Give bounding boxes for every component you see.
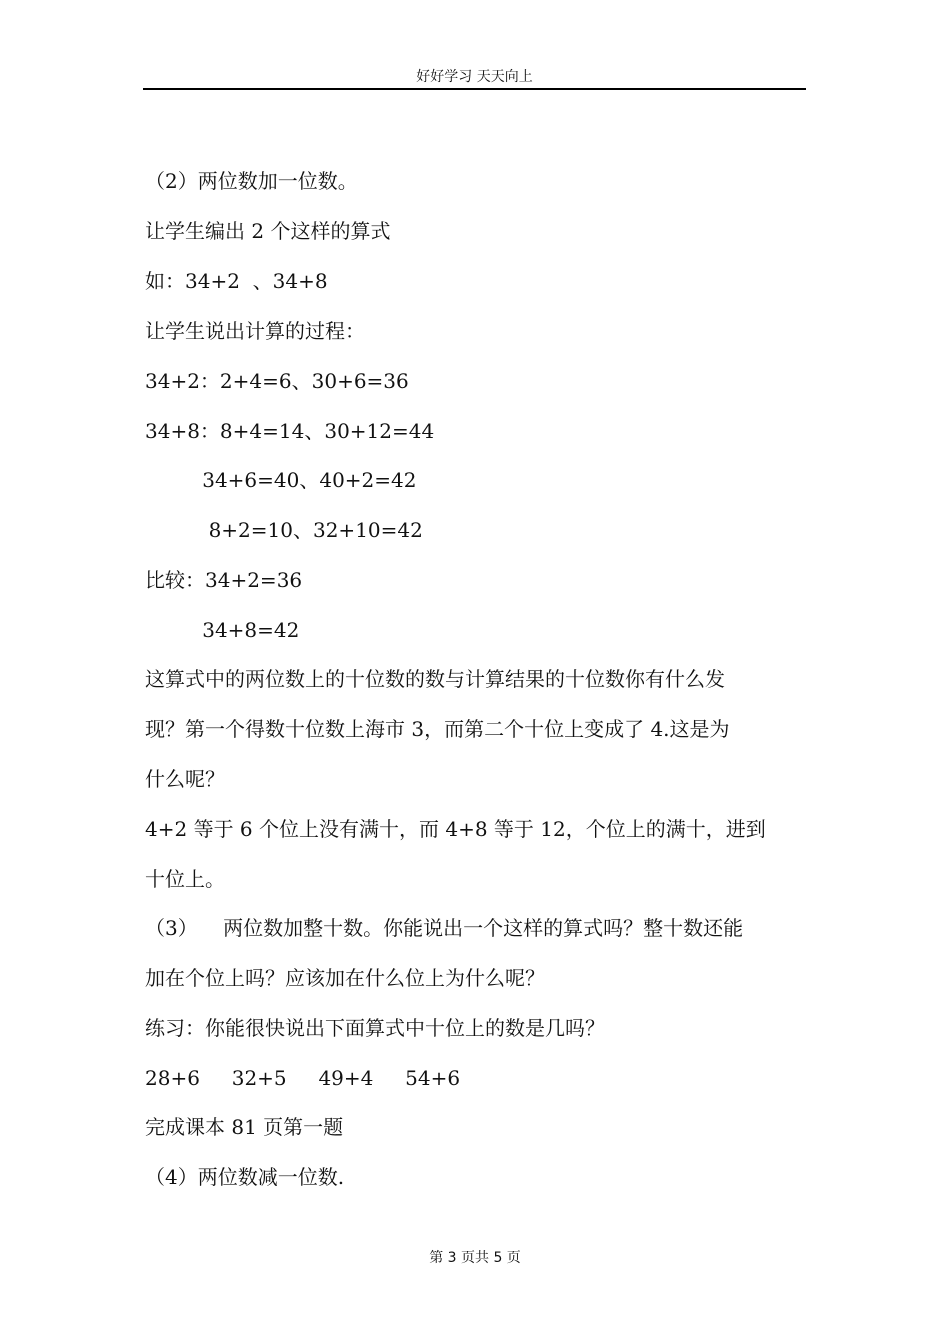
text-line: （3） 两位数加整十数。你能说出一个这样的算式吗？整十数还能 — [145, 916, 744, 940]
text-line: 现？第一个得数十位数上海市 3，而第二个十位上变成了 4.这是为 — [145, 717, 730, 741]
text-line: 让学生说出计算的过程： — [145, 319, 365, 343]
text-line: 34+8：8+4=14、30+12=44 — [145, 419, 435, 443]
text-line: 比较：34+2=36 — [145, 568, 303, 592]
text-line: （4）两位数减一位数. — [145, 1165, 345, 1189]
text-line: （2）两位数加一位数。 — [145, 169, 358, 193]
header-divider — [143, 88, 806, 90]
text-line: 什么呢？ — [145, 767, 225, 791]
text-line: 练习：你能很快说出下面算式中十位上的数是几吗？ — [145, 1016, 605, 1040]
text-line: 加在个位上吗？应该加在什么位上为什么呢？ — [145, 966, 545, 990]
text-line: 4+2 等于 6 个位上没有满十，而 4+8 等于 12，个位上的满十，进到 — [145, 817, 766, 841]
text-line: 34+6=40、40+2=42 — [145, 468, 417, 492]
text-line: 十位上。 — [145, 867, 225, 891]
page-number: 第 3 页共 5 页 — [429, 1250, 521, 1266]
text-line: 这算式中的两位数上的十位数的数与计算结果的十位数你有什么发 — [145, 667, 725, 691]
text-line: 28+6 32+5 49+4 54+6 — [145, 1066, 461, 1090]
text-line: 8+2=10、32+10=42 — [145, 518, 423, 542]
text-line: 让学生编出 2 个这样的算式 — [145, 219, 391, 243]
text-line: 如：34+2 、34+8 — [145, 269, 328, 293]
text-line: 34+2：2+4=6、30+6=36 — [145, 369, 409, 393]
text-line: 完成课本 81 页第一题 — [145, 1115, 344, 1139]
text-line: 34+8=42 — [145, 618, 300, 642]
page-header-title: 好好学习 天天向上 — [416, 69, 533, 85]
